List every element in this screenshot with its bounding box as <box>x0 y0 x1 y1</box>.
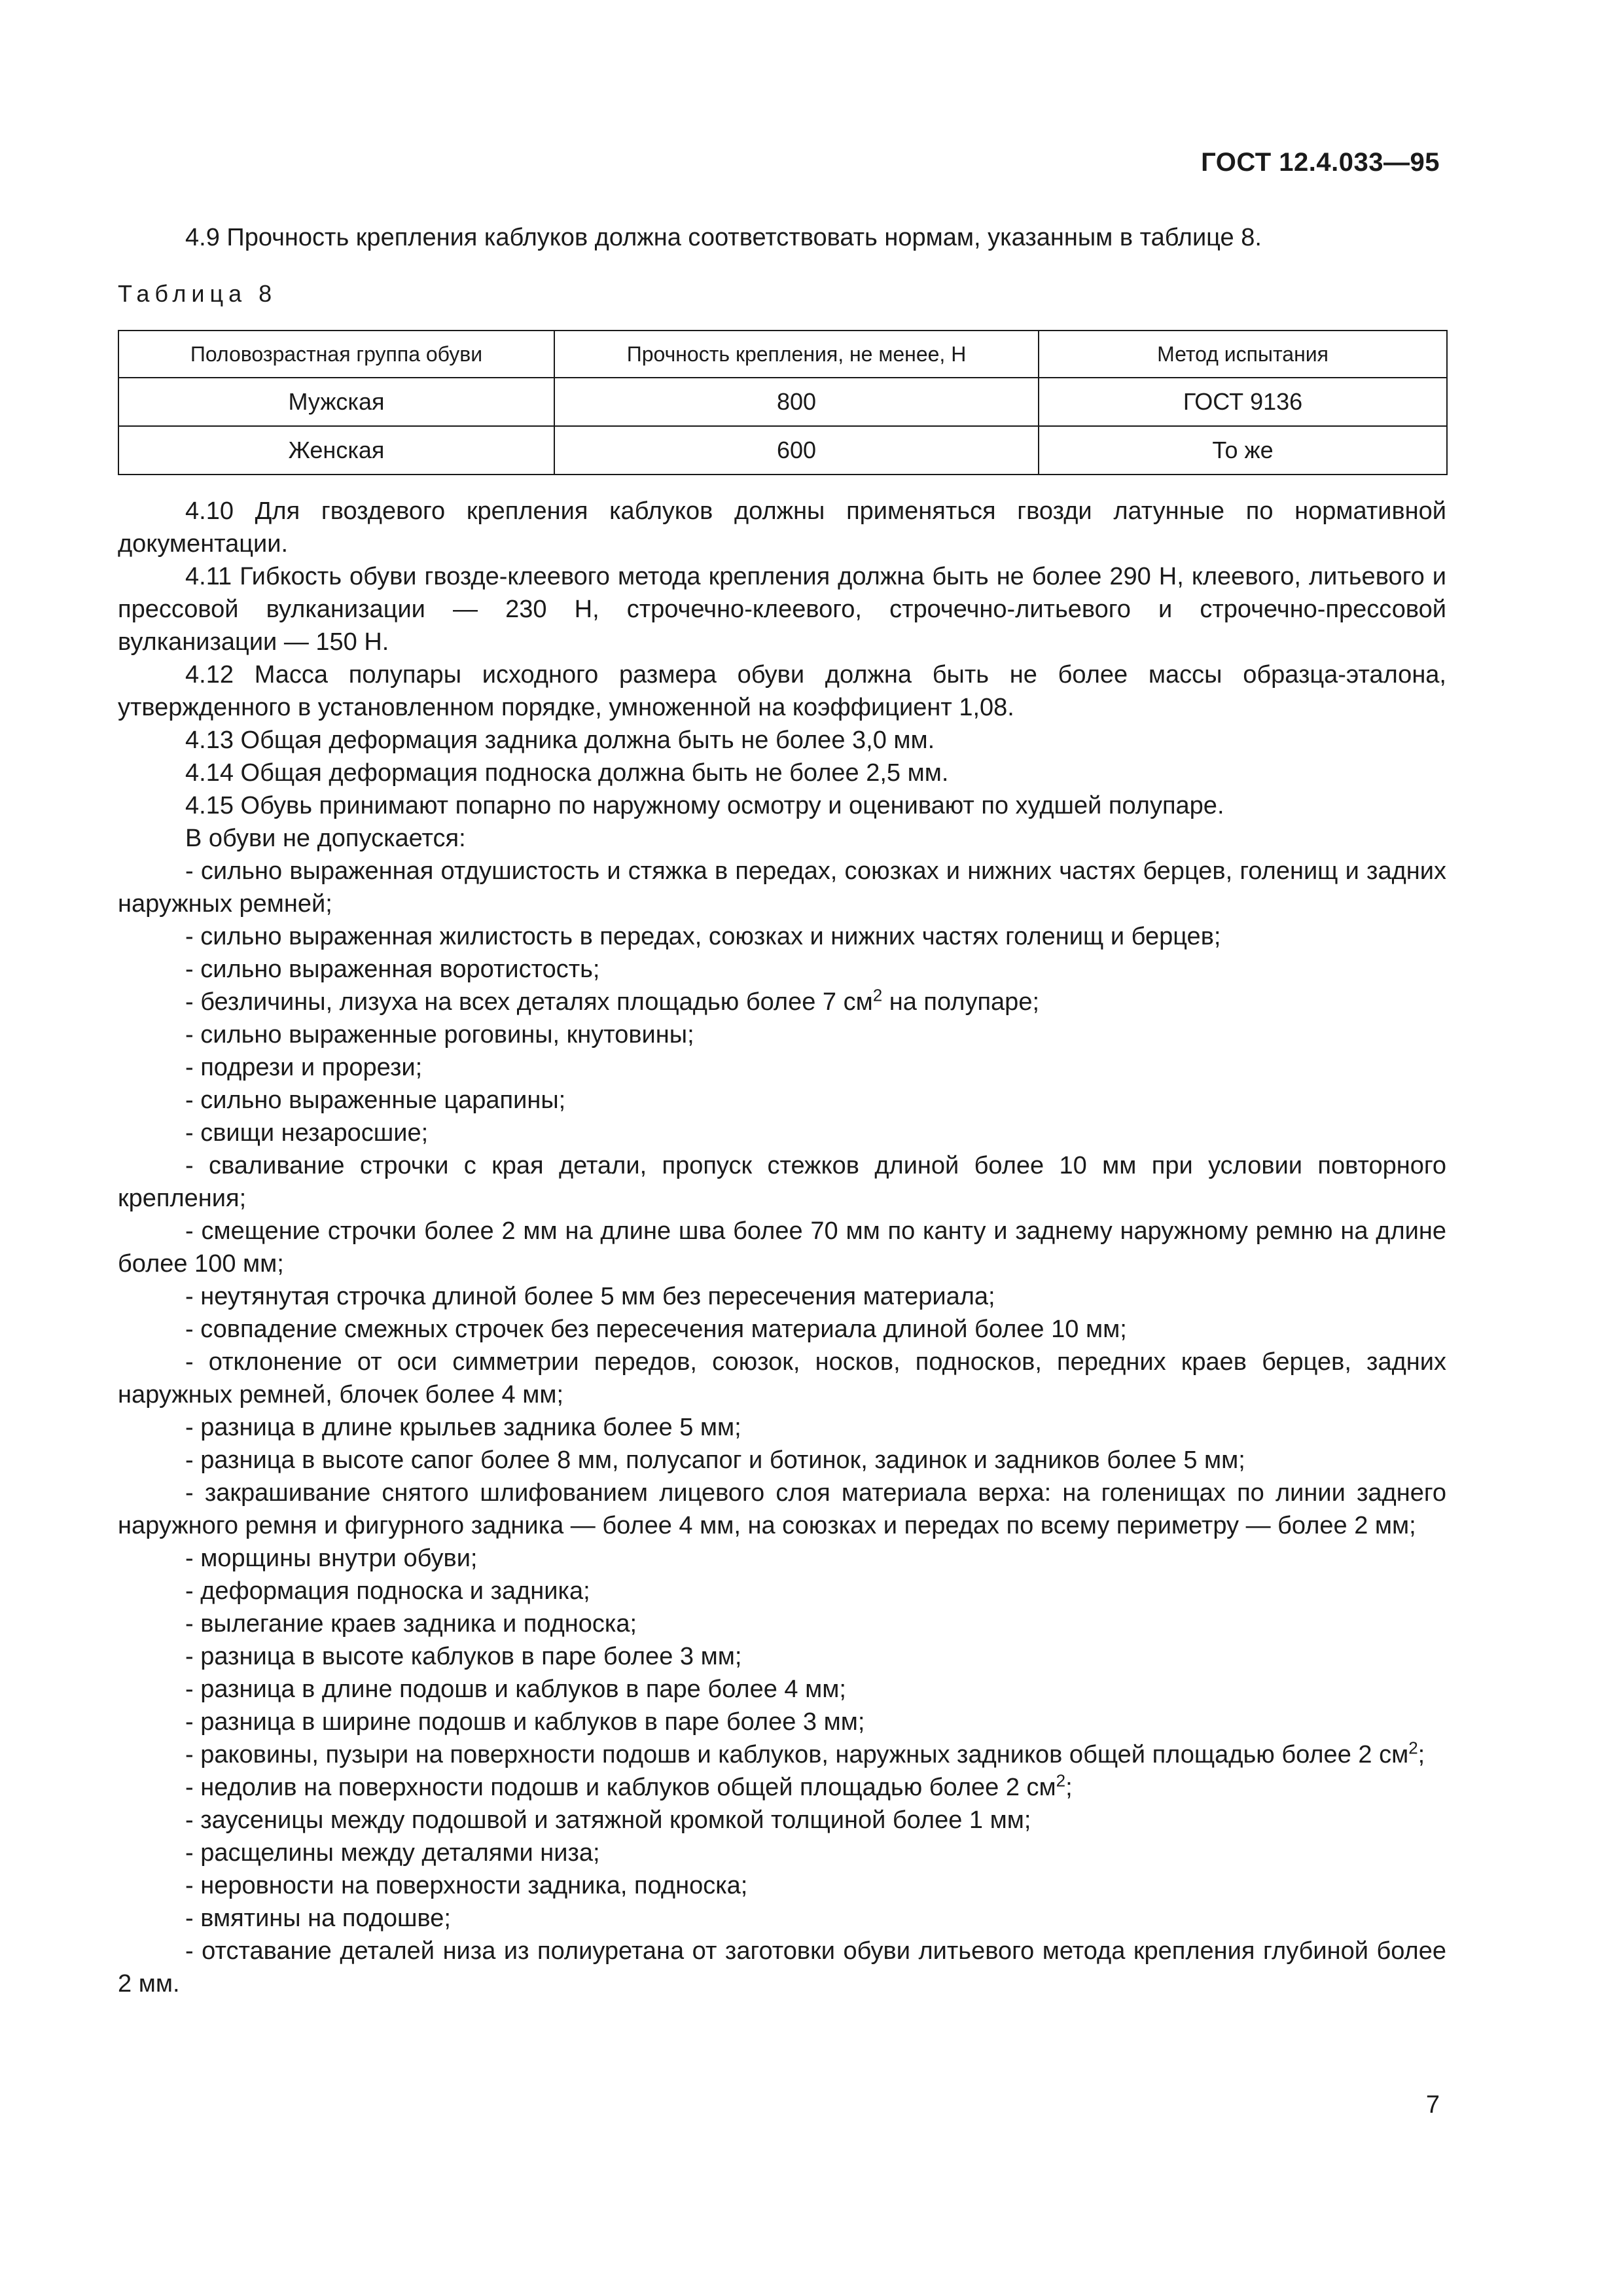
document-code-header: ГОСТ 12.4.033—95 <box>1201 148 1440 177</box>
table-cell: Мужская <box>118 378 554 426</box>
list-item: - совпадение смежных строчек без пересечения материала длиной более 10 мм; <box>185 1316 1127 1343</box>
list-item-tail: на полупаре; <box>882 988 1040 1016</box>
paragraph-4-14: 4.14 Общая деформация подноска должна быть не более 2,5 мм. <box>185 759 949 787</box>
list-item: - сильно выраженные царапины; <box>185 1086 566 1114</box>
paragraph-4-12: 4.12 Масса полупары исходного размера обуви должна быть не более массы образца-эталона, утвержденного в установленном порядке, умноженной на коэффициент 1,08. <box>118 661 1446 721</box>
table-header-cell: Метод испытания <box>1039 331 1447 378</box>
superscript: 2 <box>1408 1738 1418 1758</box>
table-cell: 600 <box>554 426 1039 475</box>
list-item: - смещение строчки более 2 мм на длине шва более 70 мм по канту и заднему наружному ремню на длине более 100 мм; <box>118 1217 1446 1278</box>
superscript: 2 <box>872 985 883 1005</box>
paragraph-4-15: 4.15 Обувь принимают попарно по наружному осмотру и оценивают по худшей полупаре. <box>185 792 1224 819</box>
list-item: - разница в ширине подошв и каблуков в паре более 3 мм; <box>185 1708 865 1736</box>
list-item: - сильно выраженная жилистость в передах, союзках и нижних частях голенищ и берцев; <box>185 923 1221 950</box>
list-item: - деформация подноска и задника; <box>185 1577 590 1605</box>
paragraph-4-10: 4.10 Для гвоздевого крепления каблуков должны применяться гвозди латунные по нормативной документации. <box>118 497 1446 558</box>
paragraph-4-11: 4.11 Гибкость обуви гвозде-клеевого метода крепления должна быть не более 290 Н, клеевого, литьевого и прессовой вулканизации — 230 Н, строчечно-клеевого, строчечно-литьевого и строчечно-прессовой вулканизации — 150 Н. <box>118 563 1446 656</box>
table-cell: 800 <box>554 378 1039 426</box>
list-item: - сильно выраженные роговины, кнутовины; <box>185 1021 694 1049</box>
list-item: - разница в длине крыльев задника более 5 мм; <box>185 1414 741 1441</box>
list-item-text: - раковины, пузыри на поверхности подошв и каблуков, наружных задников общей площадью более 2 см <box>185 1741 1409 1768</box>
table-8 <box>118 330 1448 475</box>
list-item: - сваливание строчки с края детали, пропуск стежков длиной более 10 мм при условии повторного крепления; <box>118 1152 1446 1212</box>
list-item: - заусеницы между подошвой и затяжной кромкой толщиной более 1 мм; <box>185 1806 1031 1834</box>
not-allowed-heading: В обуви не допускается: <box>185 825 466 852</box>
list-item: - свищи незаросшие; <box>185 1119 429 1147</box>
table-header-cell: Половозрастная группа обуви <box>118 331 554 378</box>
page-number: 7 <box>1425 2091 1440 2119</box>
superscript: 2 <box>1056 1770 1066 1791</box>
list-item: - разница в высоте каблуков в паре более 3 мм; <box>185 1643 742 1670</box>
list-item: - сильно выраженная воротистость; <box>185 956 600 983</box>
list-item: - вылегание краев задника и подноска; <box>185 1610 637 1638</box>
list-item: - неутянутая строчка длиной более 5 мм без пересечения материала; <box>185 1283 995 1310</box>
list-item-text: - недолив на поверхности подошв и каблуков общей площадью более 2 см <box>185 1774 1056 1801</box>
table-row <box>118 378 1447 426</box>
list-item: - сильно выраженная отдушистость и стяжка в передах, союзках и нижних частях берцев, голенищ и задних наружных ремней; <box>118 857 1446 918</box>
list-item: - расщелины между деталями низа; <box>185 1839 600 1867</box>
list-item <box>118 1771 1446 1804</box>
list-item-tail: ; <box>1418 1741 1425 1768</box>
document-body <box>118 495 1446 2000</box>
table-caption: Таблица 8 <box>118 280 277 307</box>
list-item <box>118 1738 1446 1771</box>
list-item: - морщины внутри обуви; <box>185 1545 478 1572</box>
list-item: - отставание деталей низа из полиуретана от заготовки обуви литьевого метода крепления глубиной более 2 мм. <box>118 1937 1446 1998</box>
table-row <box>118 426 1447 475</box>
table-cell: Женская <box>118 426 554 475</box>
list-item-text: - безличины, лизуха на всех деталях площадью более 7 см <box>185 988 873 1016</box>
list-item-tail: ; <box>1065 1774 1073 1801</box>
table-cell: ГОСТ 9136 <box>1039 378 1447 426</box>
list-item: - разница в высоте сапог более 8 мм, полусапог и ботинок, задинок и задников более 5 мм; <box>185 1446 1245 1474</box>
list-item: - разница в длине подошв и каблуков в паре более 4 мм; <box>185 1676 846 1703</box>
list-item: - отклонение от оси симметрии передов, союзок, носков, подносков, передних краев берцев, задних наружных ремней, блочек более 4 мм; <box>118 1348 1446 1408</box>
paragraph-4-9: 4.9 Прочность крепления каблуков должна соответствовать нормам, указанным в таблице 8. <box>185 224 1262 251</box>
table-cell: То же <box>1039 426 1447 475</box>
list-item: - неровности на поверхности задника, подноска; <box>185 1872 748 1899</box>
paragraph-4-13: 4.13 Общая деформация задника должна быть не более 3,0 мм. <box>185 726 935 754</box>
list-item: - подрези и прорези; <box>185 1054 423 1081</box>
table-header-cell: Прочность крепления, не менее, Н <box>554 331 1039 378</box>
list-item: - закрашивание снятого шлифованием лицевого слоя материала верха: на голенищах по линии заднего наружного ремня и фигурного задника — более 4 мм, на союзках и передах по всему периметру — более 2 мм; <box>118 1479 1446 1539</box>
table-header-row <box>118 331 1447 378</box>
list-item: - вмятины на подошве; <box>185 1905 451 1932</box>
list-item <box>118 986 1446 1018</box>
